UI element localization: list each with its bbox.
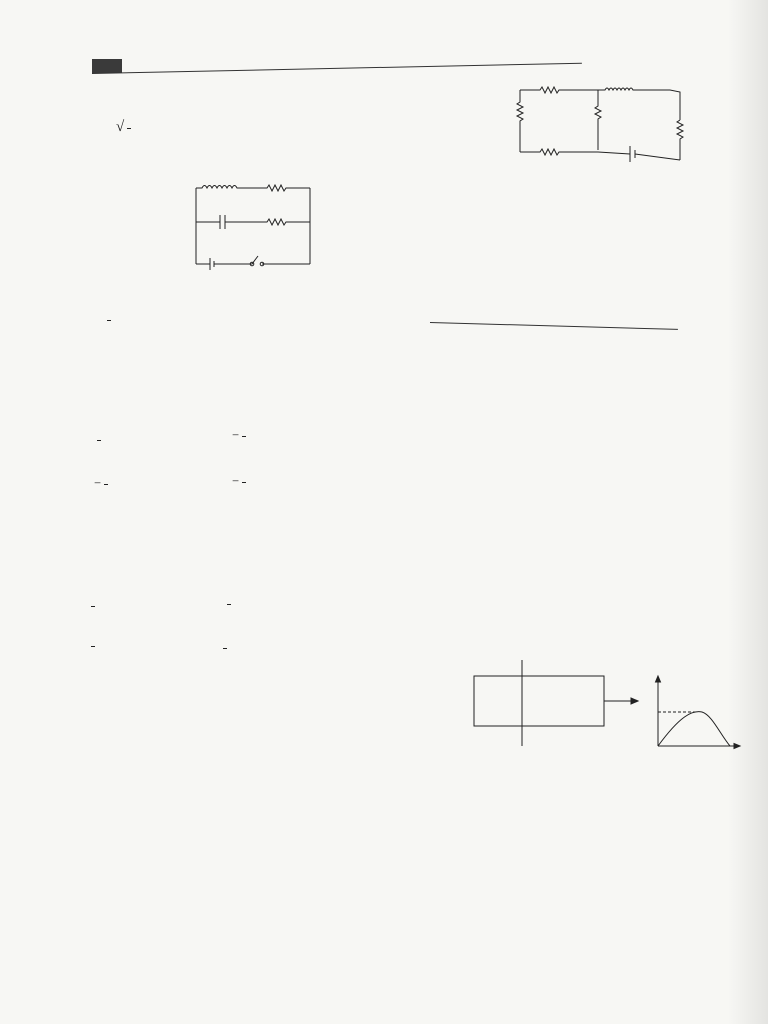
q206-line xyxy=(55,793,79,807)
q205-option-a xyxy=(88,598,98,614)
question-203-line1: √ xyxy=(116,120,134,136)
q206-line xyxy=(55,727,79,741)
circuit-diagram-lr-rc xyxy=(192,182,332,282)
page-number xyxy=(92,59,122,73)
q204-option-c: − xyxy=(94,476,111,492)
q204-option-d: − xyxy=(232,474,249,490)
q204-line xyxy=(77,410,103,424)
mc2-line xyxy=(435,535,452,550)
q204-option-a xyxy=(94,432,104,448)
mc2-options xyxy=(438,774,760,935)
q206-line xyxy=(55,743,79,757)
q204-line xyxy=(76,363,102,377)
circuit-diagram-q207 xyxy=(510,72,710,182)
section-title-underline xyxy=(430,322,678,330)
question-205-stem xyxy=(66,507,407,590)
mc2-line xyxy=(433,597,450,612)
q204-option-b: − xyxy=(232,428,249,444)
q206-line xyxy=(54,710,78,724)
q206-line xyxy=(55,776,79,790)
mc2-line xyxy=(434,566,451,581)
q203-option-c xyxy=(104,312,114,328)
mc2-option-b xyxy=(440,808,759,865)
q205-option-d xyxy=(220,640,230,656)
mc2-line xyxy=(434,551,451,566)
q207-options xyxy=(450,178,755,294)
q205-line xyxy=(66,527,92,541)
multiple-correct-q1 xyxy=(428,334,756,528)
q205-line xyxy=(66,543,92,557)
mc2-line xyxy=(433,582,450,597)
q206-line xyxy=(55,760,79,774)
mc2-line xyxy=(435,520,436,534)
mc2-option-d xyxy=(438,893,757,934)
q206-line xyxy=(54,693,78,707)
q204-line xyxy=(77,394,103,408)
question-206-stem xyxy=(54,672,400,808)
q204-line xyxy=(77,379,103,393)
q205-option-b xyxy=(224,596,234,612)
q205-line xyxy=(67,558,93,572)
question-204-stem xyxy=(76,342,407,426)
q205-option-c xyxy=(88,638,98,654)
magnetic-field-loop-figure xyxy=(440,646,760,766)
header-rule xyxy=(92,63,582,74)
q205-line xyxy=(67,574,93,588)
multiple-correct-q2 xyxy=(432,520,754,640)
mc2-line xyxy=(432,612,449,627)
